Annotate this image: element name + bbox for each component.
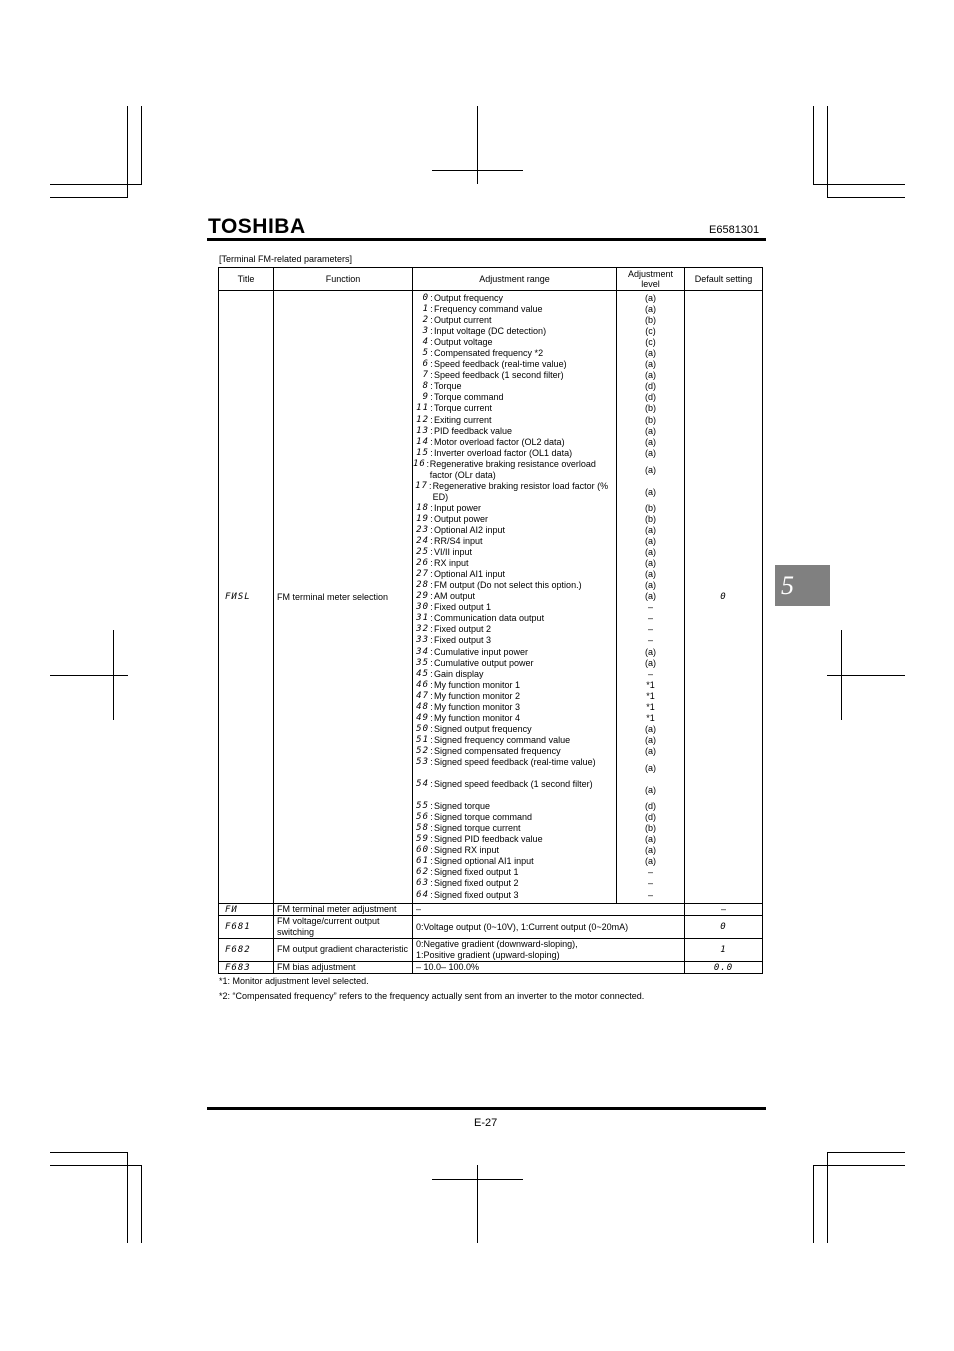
option-label: Torque: [434, 381, 462, 392]
option-item: [413, 326, 613, 337]
option-item: [413, 680, 613, 691]
option-label: Input voltage (DC detection): [434, 326, 547, 337]
option-label: PID feedback value: [434, 425, 513, 436]
option-separator: :: [430, 823, 433, 834]
option-code: 18: [416, 502, 429, 513]
option-code: 13: [416, 425, 429, 436]
header-rule: [207, 238, 766, 241]
option-item: [413, 503, 613, 514]
option-level: (a): [645, 536, 656, 547]
option-item: [413, 392, 613, 403]
option-code: 6: [422, 359, 429, 370]
option-code: 50: [416, 723, 429, 734]
option-item: [413, 602, 613, 613]
option-separator: :: [430, 337, 433, 348]
column-header-adjustment-level: Adjustment level: [617, 268, 685, 291]
option-label: My function monitor 1: [434, 679, 521, 690]
option-item: [413, 547, 613, 558]
option-item: [413, 558, 613, 569]
option-code: 64: [416, 889, 429, 900]
option-separator: :: [430, 657, 433, 668]
option-separator: :: [426, 458, 430, 469]
option-code: 15: [416, 447, 429, 458]
column-header-function: Function: [274, 268, 413, 291]
option-level: (a): [645, 359, 656, 370]
option-level: (d): [645, 392, 656, 403]
brand-logo: TOSHIBA: [208, 215, 306, 238]
footer-rule: [207, 1107, 766, 1110]
option-code: 53: [416, 756, 429, 767]
option-level: (a): [645, 834, 656, 845]
option-separator: :: [430, 889, 433, 900]
option-separator: :: [430, 447, 433, 458]
option-separator: :: [430, 745, 433, 756]
level-list: [617, 291, 685, 904]
option-label: Speed feedback (1 second filter): [434, 370, 564, 381]
option-label: Input power: [434, 502, 482, 513]
param-range-fm: –: [413, 903, 685, 915]
param-function-fm: FM terminal meter adjustment: [274, 903, 413, 915]
param-default-f681: 0: [685, 915, 763, 938]
option-label: Signed torque command: [434, 812, 533, 823]
option-level: (a): [645, 486, 656, 497]
option-level: (a): [645, 845, 656, 856]
option-level: (a): [645, 723, 656, 734]
option-separator: :: [430, 668, 433, 679]
option-label: Speed feedback (real-time value): [434, 359, 567, 370]
option-level: (a): [645, 348, 656, 359]
document-number: E6581301: [709, 224, 760, 236]
option-separator: :: [430, 845, 433, 856]
option-item: [413, 448, 613, 459]
option-separator: :: [430, 779, 433, 790]
option-item: [413, 757, 613, 779]
param-default-f682: 1: [685, 938, 763, 961]
option-level: (a): [645, 370, 656, 381]
option-code: 24: [416, 536, 429, 547]
option-item: [413, 834, 613, 845]
option-level: (a): [645, 762, 656, 773]
option-level: –: [647, 613, 653, 624]
option-item: [413, 359, 613, 370]
table-row-fmsl: [219, 291, 763, 904]
option-label: Signed speed feedback (1 second filter): [434, 779, 593, 790]
option-level: –: [647, 668, 653, 679]
option-separator: :: [430, 315, 433, 326]
option-separator: :: [430, 635, 433, 646]
option-separator: :: [430, 370, 433, 381]
option-label: RX input: [434, 558, 469, 569]
option-level: (b): [645, 414, 656, 425]
column-header-default-setting: Default setting: [685, 268, 763, 291]
param-function-f683: FM bias adjustment: [274, 961, 413, 973]
option-item: [413, 658, 613, 669]
range-line-2: 1:Positive gradient (upward-sloping): [416, 949, 560, 960]
option-item: [413, 337, 613, 348]
option-label: Optional AI2 input: [434, 524, 506, 535]
table-header-row: [219, 268, 763, 291]
footnote-2: *2: “Compensated frequency” refers to the frequency actually sent from an inverter to the motor connected.: [219, 991, 645, 1001]
option-label: Signed fixed output 1: [434, 867, 519, 878]
option-label: Cumulative input power: [434, 646, 529, 657]
param-title-fm: FИ: [219, 903, 274, 915]
option-item: [413, 580, 613, 591]
option-item: [413, 801, 613, 812]
table-row-f682: [219, 938, 763, 961]
option-separator: :: [430, 513, 433, 524]
option-level: –: [647, 867, 653, 878]
option-label: Signed RX input: [434, 845, 500, 856]
option-level: (d): [645, 381, 656, 392]
option-level: –: [647, 602, 653, 613]
option-code: 12: [416, 414, 429, 425]
option-item: [413, 812, 613, 823]
option-code: 3: [422, 326, 429, 337]
option-level: (a): [645, 785, 656, 796]
option-label: Fixed output 1: [434, 602, 492, 613]
option-code: 59: [416, 834, 429, 845]
option-level: (d): [645, 812, 656, 823]
option-label: Signed fixed output 3: [434, 889, 519, 900]
option-code: 63: [416, 878, 429, 889]
option-item: [413, 823, 613, 834]
option-separator: :: [430, 878, 433, 889]
option-label: Cumulative output power: [434, 657, 534, 668]
option-item: [413, 437, 613, 448]
option-code: 27: [416, 569, 429, 580]
option-separator: :: [430, 524, 433, 535]
option-code: 9: [422, 392, 429, 403]
option-code: 60: [416, 845, 429, 856]
option-label: Torque current: [434, 403, 493, 414]
param-title-f682: F682: [219, 938, 274, 961]
option-level: (a): [645, 856, 656, 867]
option-code: 2: [422, 315, 429, 326]
option-label: Motor overload factor (OL2 data): [434, 436, 565, 447]
option-item: [413, 481, 613, 503]
page-number: E-27: [474, 1117, 498, 1129]
option-level: –: [647, 889, 653, 900]
option-label: Gain display: [434, 668, 484, 679]
option-separator: :: [430, 403, 433, 414]
option-code: 54: [416, 779, 429, 790]
option-code: 45: [416, 668, 429, 679]
option-item: [413, 691, 613, 702]
option-item: [413, 591, 613, 602]
option-separator: :: [430, 425, 433, 436]
option-separator: :: [430, 381, 433, 392]
option-item: [413, 315, 613, 326]
option-separator: :: [430, 867, 433, 878]
option-item: [413, 890, 613, 901]
option-separator: :: [430, 304, 433, 315]
table-caption: [Terminal FM-related parameters]: [219, 254, 353, 264]
option-level: (a): [645, 558, 656, 569]
option-label: My function monitor 4: [434, 712, 521, 723]
option-item: [413, 669, 613, 680]
option-label: Output current: [434, 315, 492, 326]
option-level: (b): [645, 502, 656, 513]
chapter-tab: 5: [775, 565, 830, 606]
option-separator: :: [430, 414, 433, 425]
option-code: 55: [416, 801, 429, 812]
option-code: 56: [416, 812, 429, 823]
option-level: *1: [646, 701, 655, 712]
option-level: (a): [645, 580, 656, 591]
option-code: 51: [416, 734, 429, 745]
option-code: 58: [416, 823, 429, 834]
option-separator: :: [430, 613, 433, 624]
option-label: Signed output frequency: [434, 723, 532, 734]
option-item: [413, 724, 613, 735]
option-code: 46: [416, 679, 429, 690]
option-item: [413, 613, 613, 624]
option-code: 0: [422, 293, 429, 303]
option-label: RR/S4 input: [434, 536, 483, 547]
option-level: (a): [645, 464, 656, 475]
option-level: (b): [645, 315, 656, 326]
option-separator: :: [430, 856, 433, 867]
option-item: [413, 459, 613, 481]
option-level: (c): [645, 326, 656, 337]
option-level: –: [647, 878, 653, 889]
option-item: [413, 624, 613, 635]
option-level: (a): [645, 745, 656, 756]
option-item: [413, 878, 613, 889]
option-level: *1: [646, 712, 655, 723]
option-item: [413, 713, 613, 724]
option-level: (c): [645, 337, 656, 348]
option-level: (a): [645, 436, 656, 447]
option-label: Fixed output 3: [434, 635, 492, 646]
option-item: [413, 647, 613, 658]
option-level: (d): [645, 801, 656, 812]
option-label: My function monitor 2: [434, 690, 521, 701]
column-header-title: Title: [219, 268, 274, 291]
option-separator: :: [430, 359, 433, 370]
option-label: Output voltage: [434, 337, 493, 348]
option-label: AM output: [434, 591, 476, 602]
param-function-f682: FM output gradient characteristic: [274, 938, 413, 961]
option-separator: :: [430, 679, 433, 690]
option-item: [413, 856, 613, 867]
option-separator: :: [430, 834, 433, 845]
option-item: [413, 635, 613, 646]
option-label: Signed PID feedback value: [434, 834, 543, 845]
option-code: 14: [416, 436, 429, 447]
option-code: 48: [416, 701, 429, 712]
param-function-fmsl: FM terminal meter selection: [274, 291, 413, 904]
option-code: 29: [416, 591, 429, 602]
option-code: 34: [416, 646, 429, 657]
option-separator: :: [430, 812, 433, 823]
option-label: Signed fixed output 2: [434, 878, 519, 889]
option-item: [413, 403, 613, 414]
option-code: 11: [416, 403, 429, 414]
param-range-f682: [413, 938, 685, 961]
option-label: Communication data output: [434, 613, 545, 624]
option-separator: :: [430, 580, 433, 591]
option-level: (a): [645, 646, 656, 657]
option-level: (a): [645, 524, 656, 535]
option-separator: :: [430, 690, 433, 701]
option-item: [413, 536, 613, 547]
option-item: [413, 779, 613, 801]
option-code: 23: [416, 524, 429, 535]
option-code: 8: [422, 381, 429, 392]
param-default-fm: –: [685, 903, 763, 915]
parameter-table: [218, 267, 763, 974]
option-level: (a): [645, 657, 656, 668]
option-list: [413, 291, 617, 904]
option-item: [413, 569, 613, 580]
param-default-f683: 0.0: [685, 961, 763, 973]
option-separator: :: [430, 558, 433, 569]
option-level: –: [647, 624, 653, 635]
option-level: (b): [645, 403, 656, 414]
option-item: [413, 746, 613, 757]
option-label: Exiting current: [434, 414, 492, 425]
option-code: 32: [416, 624, 429, 635]
option-label: Signed compensated frequency: [434, 745, 561, 756]
option-item: [413, 514, 613, 525]
option-label: Signed speed feedback (real-time value): [434, 756, 596, 767]
option-label: Regenerative braking resistance overload factor (OLr data): [429, 458, 596, 480]
option-separator: :: [430, 348, 433, 359]
option-code: 5: [422, 348, 429, 359]
option-label: Signed frequency command value: [434, 734, 571, 745]
option-separator: :: [430, 436, 433, 447]
option-code: 4: [422, 337, 429, 348]
option-code: 16: [413, 458, 426, 469]
option-label: Output power: [434, 513, 489, 524]
option-separator: :: [430, 602, 433, 613]
option-item: [413, 370, 613, 381]
option-separator: :: [430, 646, 433, 657]
range-line-1: 0:Negative gradient (downward-sloping),: [416, 938, 578, 949]
option-code: 49: [416, 712, 429, 723]
option-level: (a): [645, 447, 656, 458]
option-label: Signed optional AI1 input: [434, 856, 534, 867]
param-title-fmsl: FИSL: [219, 291, 274, 904]
option-item: [413, 702, 613, 713]
option-label: Signed torque current: [434, 823, 521, 834]
option-level: (a): [645, 304, 656, 315]
option-separator: :: [430, 293, 433, 303]
option-code: 25: [416, 547, 429, 558]
option-label: Torque command: [434, 392, 504, 403]
param-default-fmsl: 0: [685, 291, 763, 904]
option-label: Fixed output 2: [434, 624, 492, 635]
param-range-f683: – 10.0– 100.0%: [413, 961, 685, 973]
option-item: [413, 525, 613, 536]
option-item: [413, 293, 613, 304]
option-code: 62: [416, 867, 429, 878]
option-separator: :: [430, 712, 433, 723]
option-separator: :: [430, 547, 433, 558]
option-level: (b): [645, 513, 656, 524]
option-separator: :: [430, 801, 433, 812]
option-code: 31: [416, 613, 429, 624]
param-range-f681: 0:Voltage output (0~10V), 1:Current output (0~20mA): [413, 915, 685, 938]
option-code: 1: [422, 304, 429, 315]
option-separator: :: [430, 536, 433, 547]
option-label: Regenerative braking resistor load factor (% ED): [432, 480, 609, 502]
option-code: 26: [416, 558, 429, 569]
table-row-f681: [219, 915, 763, 938]
option-code: 30: [416, 602, 429, 613]
option-code: 28: [416, 580, 429, 591]
param-title-f681: F681: [219, 915, 274, 938]
option-label: Signed torque: [434, 801, 491, 812]
option-label: Inverter overload factor (OL1 data): [434, 447, 573, 458]
option-label: Compensated frequency *2: [434, 348, 544, 359]
option-label: Frequency command value: [434, 304, 543, 315]
option-item: [413, 867, 613, 878]
table-row-fm: [219, 903, 763, 915]
option-code: 47: [416, 690, 429, 701]
option-separator: :: [430, 569, 433, 580]
option-separator: :: [430, 624, 433, 635]
option-code: 52: [416, 745, 429, 756]
option-item: [413, 735, 613, 746]
option-level: (a): [645, 425, 656, 436]
option-label: Output frequency: [434, 293, 504, 303]
option-item: [413, 426, 613, 437]
option-level: (a): [645, 547, 656, 558]
option-separator: :: [430, 756, 433, 767]
option-label: Optional AI1 input: [434, 569, 506, 580]
option-separator: :: [430, 392, 433, 403]
option-code: 17: [415, 480, 428, 491]
option-label: VI/II input: [434, 547, 473, 558]
param-title-f683: F683: [219, 961, 274, 973]
option-level: *1: [646, 679, 655, 690]
option-separator: :: [428, 480, 432, 491]
option-level: –: [647, 635, 653, 646]
option-level: (a): [645, 569, 656, 580]
option-level: (a): [645, 591, 656, 602]
table-row-f683: [219, 961, 763, 973]
footnote-1: *1: Monitor adjustment level selected.: [219, 976, 369, 986]
option-separator: :: [430, 502, 433, 513]
option-level: *1: [646, 690, 655, 701]
option-separator: :: [430, 326, 433, 337]
option-code: 61: [416, 856, 429, 867]
option-level: (a): [645, 734, 656, 745]
option-separator: :: [430, 591, 433, 602]
option-item: [413, 845, 613, 856]
option-code: 7: [422, 370, 429, 381]
option-label: My function monitor 3: [434, 701, 521, 712]
option-item: [413, 304, 613, 315]
option-item: [413, 415, 613, 426]
option-item: [413, 348, 613, 359]
option-separator: :: [430, 701, 433, 712]
option-level: (a): [645, 293, 656, 303]
option-separator: :: [430, 723, 433, 734]
option-item: [413, 381, 613, 392]
option-separator: :: [430, 734, 433, 745]
option-label: FM output (Do not select this option.): [434, 580, 582, 591]
option-code: 19: [416, 513, 429, 524]
option-code: 33: [416, 635, 429, 646]
column-header-adjustment-range: Adjustment range: [413, 268, 617, 291]
option-code: 35: [416, 657, 429, 668]
option-level: (b): [645, 823, 656, 834]
param-function-f681: FM voltage/current output switching: [274, 915, 413, 938]
